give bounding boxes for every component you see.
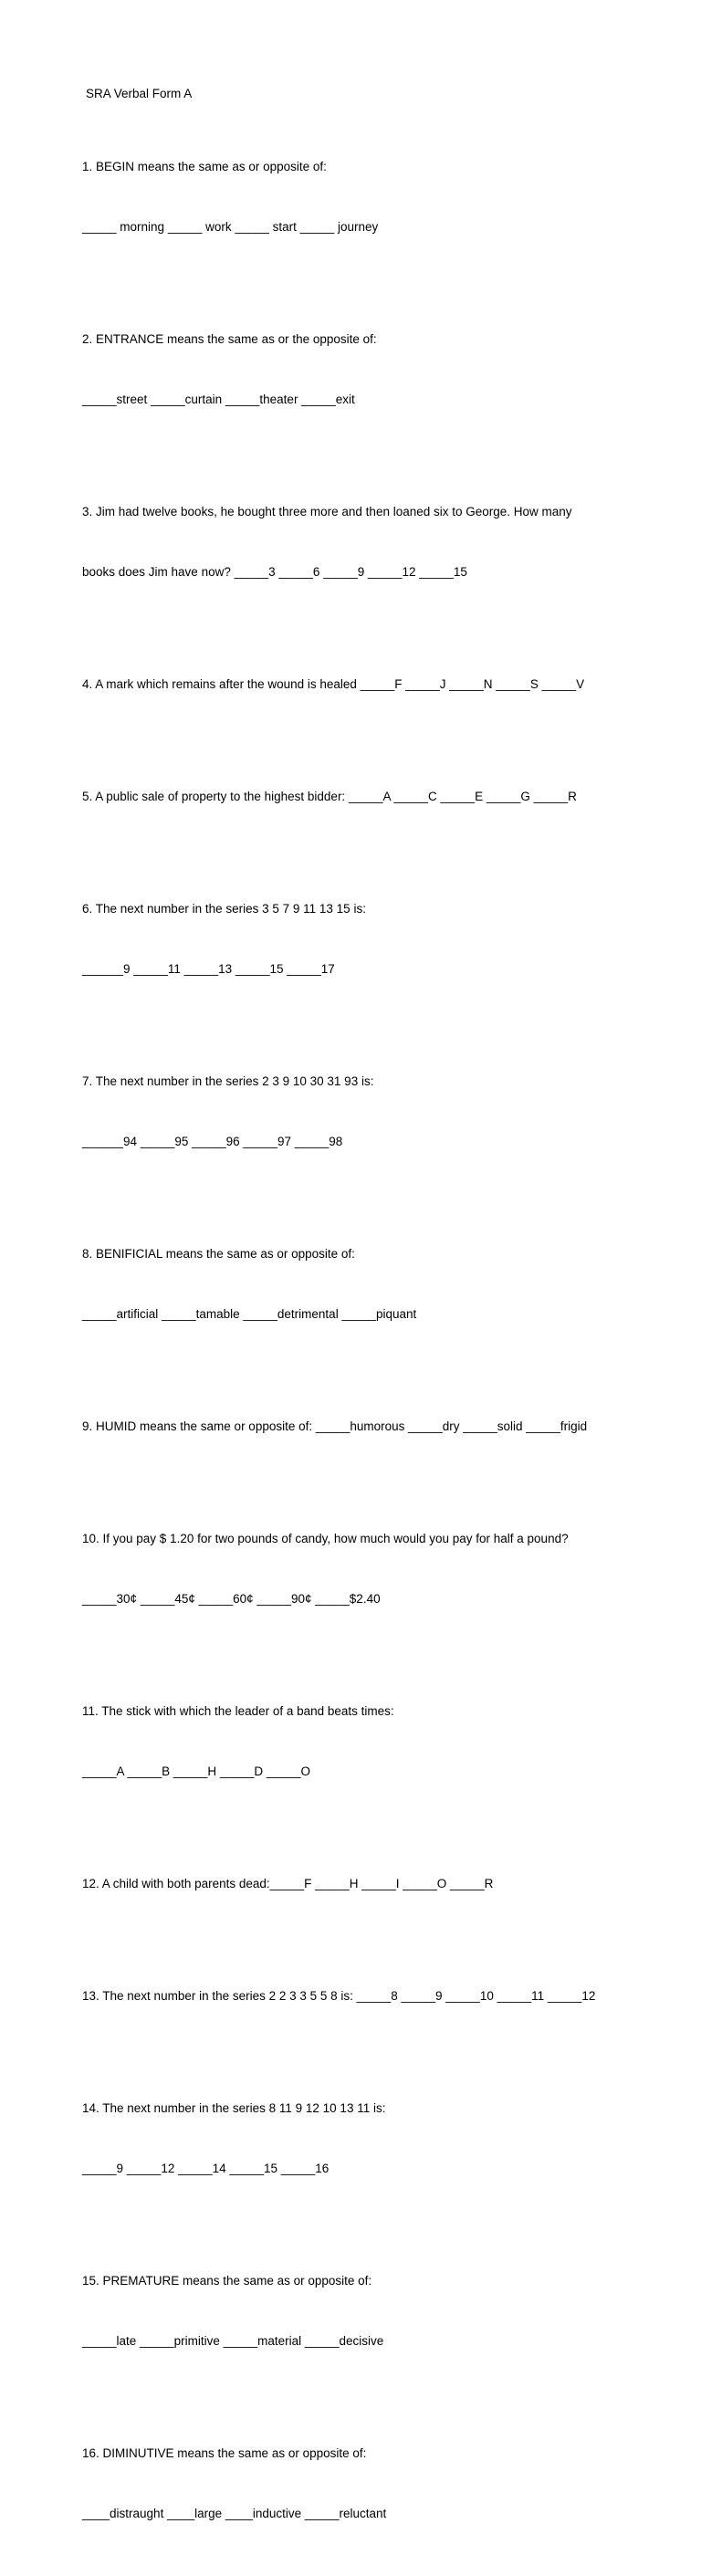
question-9 bbox=[82, 1377, 685, 1477]
answer-options: ______9 _____11 _____13 _____15 _____17 bbox=[82, 962, 335, 976]
question-14 bbox=[82, 2058, 685, 2219]
question-list bbox=[82, 117, 685, 2576]
answer-options: ______94 _____95 _____96 _____97 _____98 bbox=[82, 1135, 343, 1148]
question-text: 15. PREMATURE means the same as or opposite of: bbox=[82, 2274, 372, 2288]
question-15 bbox=[82, 2231, 685, 2392]
answer-options: _____30¢ _____45¢ _____60¢ _____90¢ _____$2.40 bbox=[82, 1592, 381, 1606]
question-text: 7. The next number in the series 2 3 9 10 30 31 93 is: bbox=[82, 1074, 374, 1088]
question-11 bbox=[82, 1661, 685, 1822]
question-text-continued: books does Jim have now? _____3 _____6 _____9 _____12 _____15 bbox=[82, 565, 467, 579]
answer-options: _____A _____B _____H _____D _____O bbox=[82, 1764, 310, 1778]
question-8 bbox=[82, 1204, 685, 1365]
question-16 bbox=[82, 2403, 685, 2564]
question-text: 14. The next number in the series 8 11 9 12 10 13 11 is: bbox=[82, 2101, 386, 2115]
answer-options: _____late _____primitive _____material _____decisive bbox=[82, 2334, 384, 2348]
question-text: 8. BENIFICIAL means the same as or opposite of: bbox=[82, 1247, 355, 1261]
document-title: SRA Verbal Form A bbox=[86, 87, 193, 100]
question-text: 13. The next number in the series 2 2 3 3 5 5 8 is: _____8 _____9 _____10 _____11 _____12 bbox=[82, 1989, 596, 2003]
question-text: 6. The next number in the series 3 5 7 9 11 13 15 is: bbox=[82, 902, 366, 916]
answer-options: _____9 _____12 _____14 _____15 _____16 bbox=[82, 2162, 330, 2175]
answer-options: _____street _____curtain _____theater _____exit bbox=[82, 393, 355, 406]
answer-options: _____ morning _____ work _____ start _____ journey bbox=[82, 220, 379, 234]
question-text: 4. A mark which remains after the wound is healed _____F _____J _____N _____S _____V bbox=[82, 677, 585, 691]
question-3 bbox=[82, 462, 685, 623]
question-4 bbox=[82, 634, 685, 735]
question-7 bbox=[82, 1031, 685, 1192]
question-10 bbox=[82, 1489, 685, 1649]
question-text: 9. HUMID means the same or opposite of: _____humorous _____dry _____solid _____frigid bbox=[82, 1419, 588, 1433]
question-1 bbox=[82, 117, 685, 277]
question-text: 11. The stick with which the leader of a band beats times: bbox=[82, 1704, 394, 1718]
question-2 bbox=[82, 289, 685, 450]
question-text: 16. DIMINUTIVE means the same as or opposite of: bbox=[82, 2446, 367, 2460]
question-text: 2. ENTRANCE means the same as or the opposite of: bbox=[82, 332, 377, 346]
question-text: 5. A public sale of property to the highest bidder: _____A _____C _____E _____G _____R bbox=[82, 790, 577, 803]
question-12 bbox=[82, 1834, 685, 1934]
question-text: 10. If you pay $ 1.20 for two pounds of candy, how much would you pay for half a pound? bbox=[82, 1532, 569, 1545]
question-6 bbox=[82, 859, 685, 1020]
question-text: 1. BEGIN means the same as or opposite of: bbox=[82, 160, 327, 173]
answer-options: _____artificial _____tamable _____detrimental _____piquant bbox=[82, 1307, 417, 1321]
question-text: 3. Jim had twelve books, he bought three more and then loaned six to George. How many bbox=[82, 505, 572, 518]
question-13 bbox=[82, 1946, 685, 2047]
question-5 bbox=[82, 747, 685, 847]
answer-options: ____distraught ____large ____inductive _____reluctant bbox=[82, 2507, 387, 2520]
question-text: 12. A child with both parents dead:_____F _____H _____I _____O _____R bbox=[82, 1877, 494, 1890]
